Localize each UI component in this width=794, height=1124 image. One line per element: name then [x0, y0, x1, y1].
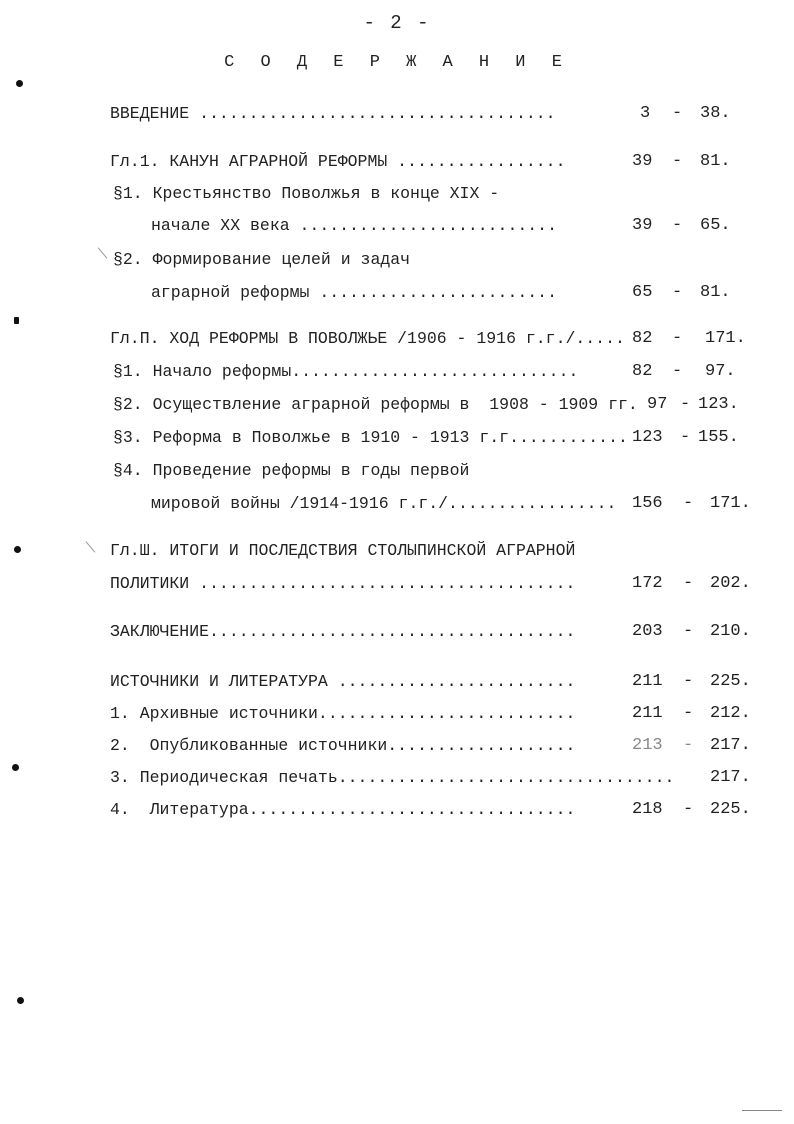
toc-label: §1. Начало реформы.............................: [113, 362, 579, 381]
toc-row-section-1-1-cont: [0, 216, 794, 240]
toc-label: §3. Реформа в Поволжье в 1910 - 1913 г.г............: [113, 428, 628, 447]
toc-label: начале XX века ..........................: [151, 216, 557, 235]
toc-label: мировой войны /1914-1916 г.г./.................: [151, 494, 617, 513]
toc-label: 3. Периодическая печать..................................: [110, 768, 675, 787]
toc-page-to: 38.: [700, 104, 731, 123]
toc-row-section-2-1: [0, 362, 794, 386]
toc-page-dash: -: [672, 329, 683, 348]
toc-row-sources-3: [0, 768, 794, 792]
toc-page-to: 217.: [710, 768, 751, 787]
toc-row-sources-2: [0, 736, 794, 760]
toc-page-to: 225.: [710, 800, 751, 819]
toc-page-dash: -: [672, 104, 683, 123]
toc-page-dash: -: [680, 428, 691, 447]
toc-page-from: 82: [632, 329, 653, 348]
page-number: - 2 -: [363, 12, 431, 34]
toc-page-dash: -: [683, 494, 694, 513]
toc-row-section-2-4-cont: [0, 494, 794, 518]
toc-page-from: 97: [647, 395, 668, 414]
toc-label: §2. Формирование целей и задач: [113, 250, 411, 269]
page-title: С О Д Е Р Ж А Н И Е: [224, 53, 570, 72]
toc-page-from: 39: [632, 152, 653, 171]
toc-label: ПОЛИТИКИ ......................................: [110, 574, 576, 593]
binder-hole-mark: [14, 317, 19, 324]
toc-label: 4. Литература.................................: [110, 800, 576, 819]
toc-row-chapter-1: [0, 152, 794, 176]
toc-page-to: 81.: [700, 283, 731, 302]
toc-page-from: 213: [632, 736, 663, 755]
toc-page-to: 155.: [698, 428, 739, 447]
toc-label: ВВЕДЕНИЕ ....................................: [110, 104, 556, 123]
toc-page-dash: -: [683, 574, 694, 593]
toc-row-chapter-3: [0, 541, 794, 565]
toc-page-from: 172: [632, 574, 663, 593]
toc-row-section-1-2-cont: [0, 283, 794, 307]
toc-page-dash: -: [683, 736, 694, 755]
toc-page-from: 65: [632, 283, 653, 302]
toc-page-dash: -: [683, 704, 694, 723]
toc-page-dash: -: [672, 152, 683, 171]
toc-label: Гл.1. КАНУН АГРАРНОЙ РЕФОРМЫ .................: [110, 152, 566, 171]
toc-row-section-1-2: [0, 250, 794, 274]
toc-page-to: 202.: [710, 574, 751, 593]
toc-label: Гл.Ш. ИТОГИ И ПОСЛЕДСТВИЯ СТОЛЫПИНСКОЙ АГРАРНОЙ: [110, 541, 576, 560]
toc-row-section-2-4: [0, 461, 794, 485]
toc-row-sources-1: [0, 704, 794, 728]
toc-page-from: 203: [632, 622, 663, 641]
toc-row-chapter-2: [0, 329, 794, 353]
toc-page-to: 81.: [700, 152, 731, 171]
toc-page-dash: -: [683, 672, 694, 691]
toc-label: §2. Осуществление аграрной реформы в 1908 - 1909 гг.: [113, 395, 638, 414]
toc-label: §4. Проведение реформы в годы первой: [113, 461, 470, 480]
toc-page-to: 171.: [705, 329, 746, 348]
toc-row-section-2-2: [0, 395, 794, 419]
toc-label: ИСТОЧНИКИ И ЛИТЕРАТУРА ........................: [110, 672, 576, 691]
toc-row-sources-4: [0, 800, 794, 824]
toc-row-section-1-1: [0, 184, 794, 208]
toc-page-dash: -: [672, 283, 683, 302]
toc-page-dash: -: [683, 622, 694, 641]
toc-page-dash: -: [672, 362, 683, 381]
toc-page-from: 211: [632, 704, 663, 723]
toc-label: 2. Опубликованные источники...................: [110, 736, 576, 755]
toc-page-dash: -: [683, 800, 694, 819]
toc-label: аграрной реформы ........................: [151, 283, 557, 302]
toc-row-introduction: [0, 104, 794, 128]
scan-artifact-line: [742, 1110, 782, 1111]
toc-page-to: 217.: [710, 736, 751, 755]
binder-hole-mark: [16, 80, 23, 87]
toc-page-to: 97.: [705, 362, 736, 381]
toc-page-to: 123.: [698, 395, 739, 414]
toc-page-dash: -: [672, 216, 683, 235]
toc-page-to: 225.: [710, 672, 751, 691]
toc-row-sources: [0, 672, 794, 696]
toc-row-chapter-3-cont: [0, 574, 794, 598]
toc-row-section-2-3: [0, 428, 794, 452]
toc-page-from: 3: [640, 104, 651, 123]
toc-page-dash: -: [680, 395, 691, 414]
toc-page-from: 156: [632, 494, 663, 513]
binder-hole-mark: [17, 997, 24, 1004]
toc-page-to: 212.: [710, 704, 751, 723]
toc-page-from: 211: [632, 672, 663, 691]
toc-page-to: 171.: [710, 494, 751, 513]
toc-label: ЗАКЛЮЧЕНИЕ.....................................: [110, 622, 576, 641]
toc-page-from: 218: [632, 800, 663, 819]
toc-label: Гл.П. ХОД РЕФОРМЫ В ПОВОЛЖЬЕ /1906 - 1916 г.г./.....: [110, 329, 625, 348]
toc-label: §1. Крестьянство Поволжья в конце XIX -: [113, 184, 500, 203]
toc-page-from: 39: [632, 216, 653, 235]
toc-page-from: 82: [632, 362, 653, 381]
toc-page-to: 210.: [710, 622, 751, 641]
toc-label: 1. Архивные источники..........................: [110, 704, 576, 723]
toc-page-from: 123: [632, 428, 663, 447]
toc-page-to: 65.: [700, 216, 731, 235]
toc-row-conclusion: [0, 622, 794, 646]
